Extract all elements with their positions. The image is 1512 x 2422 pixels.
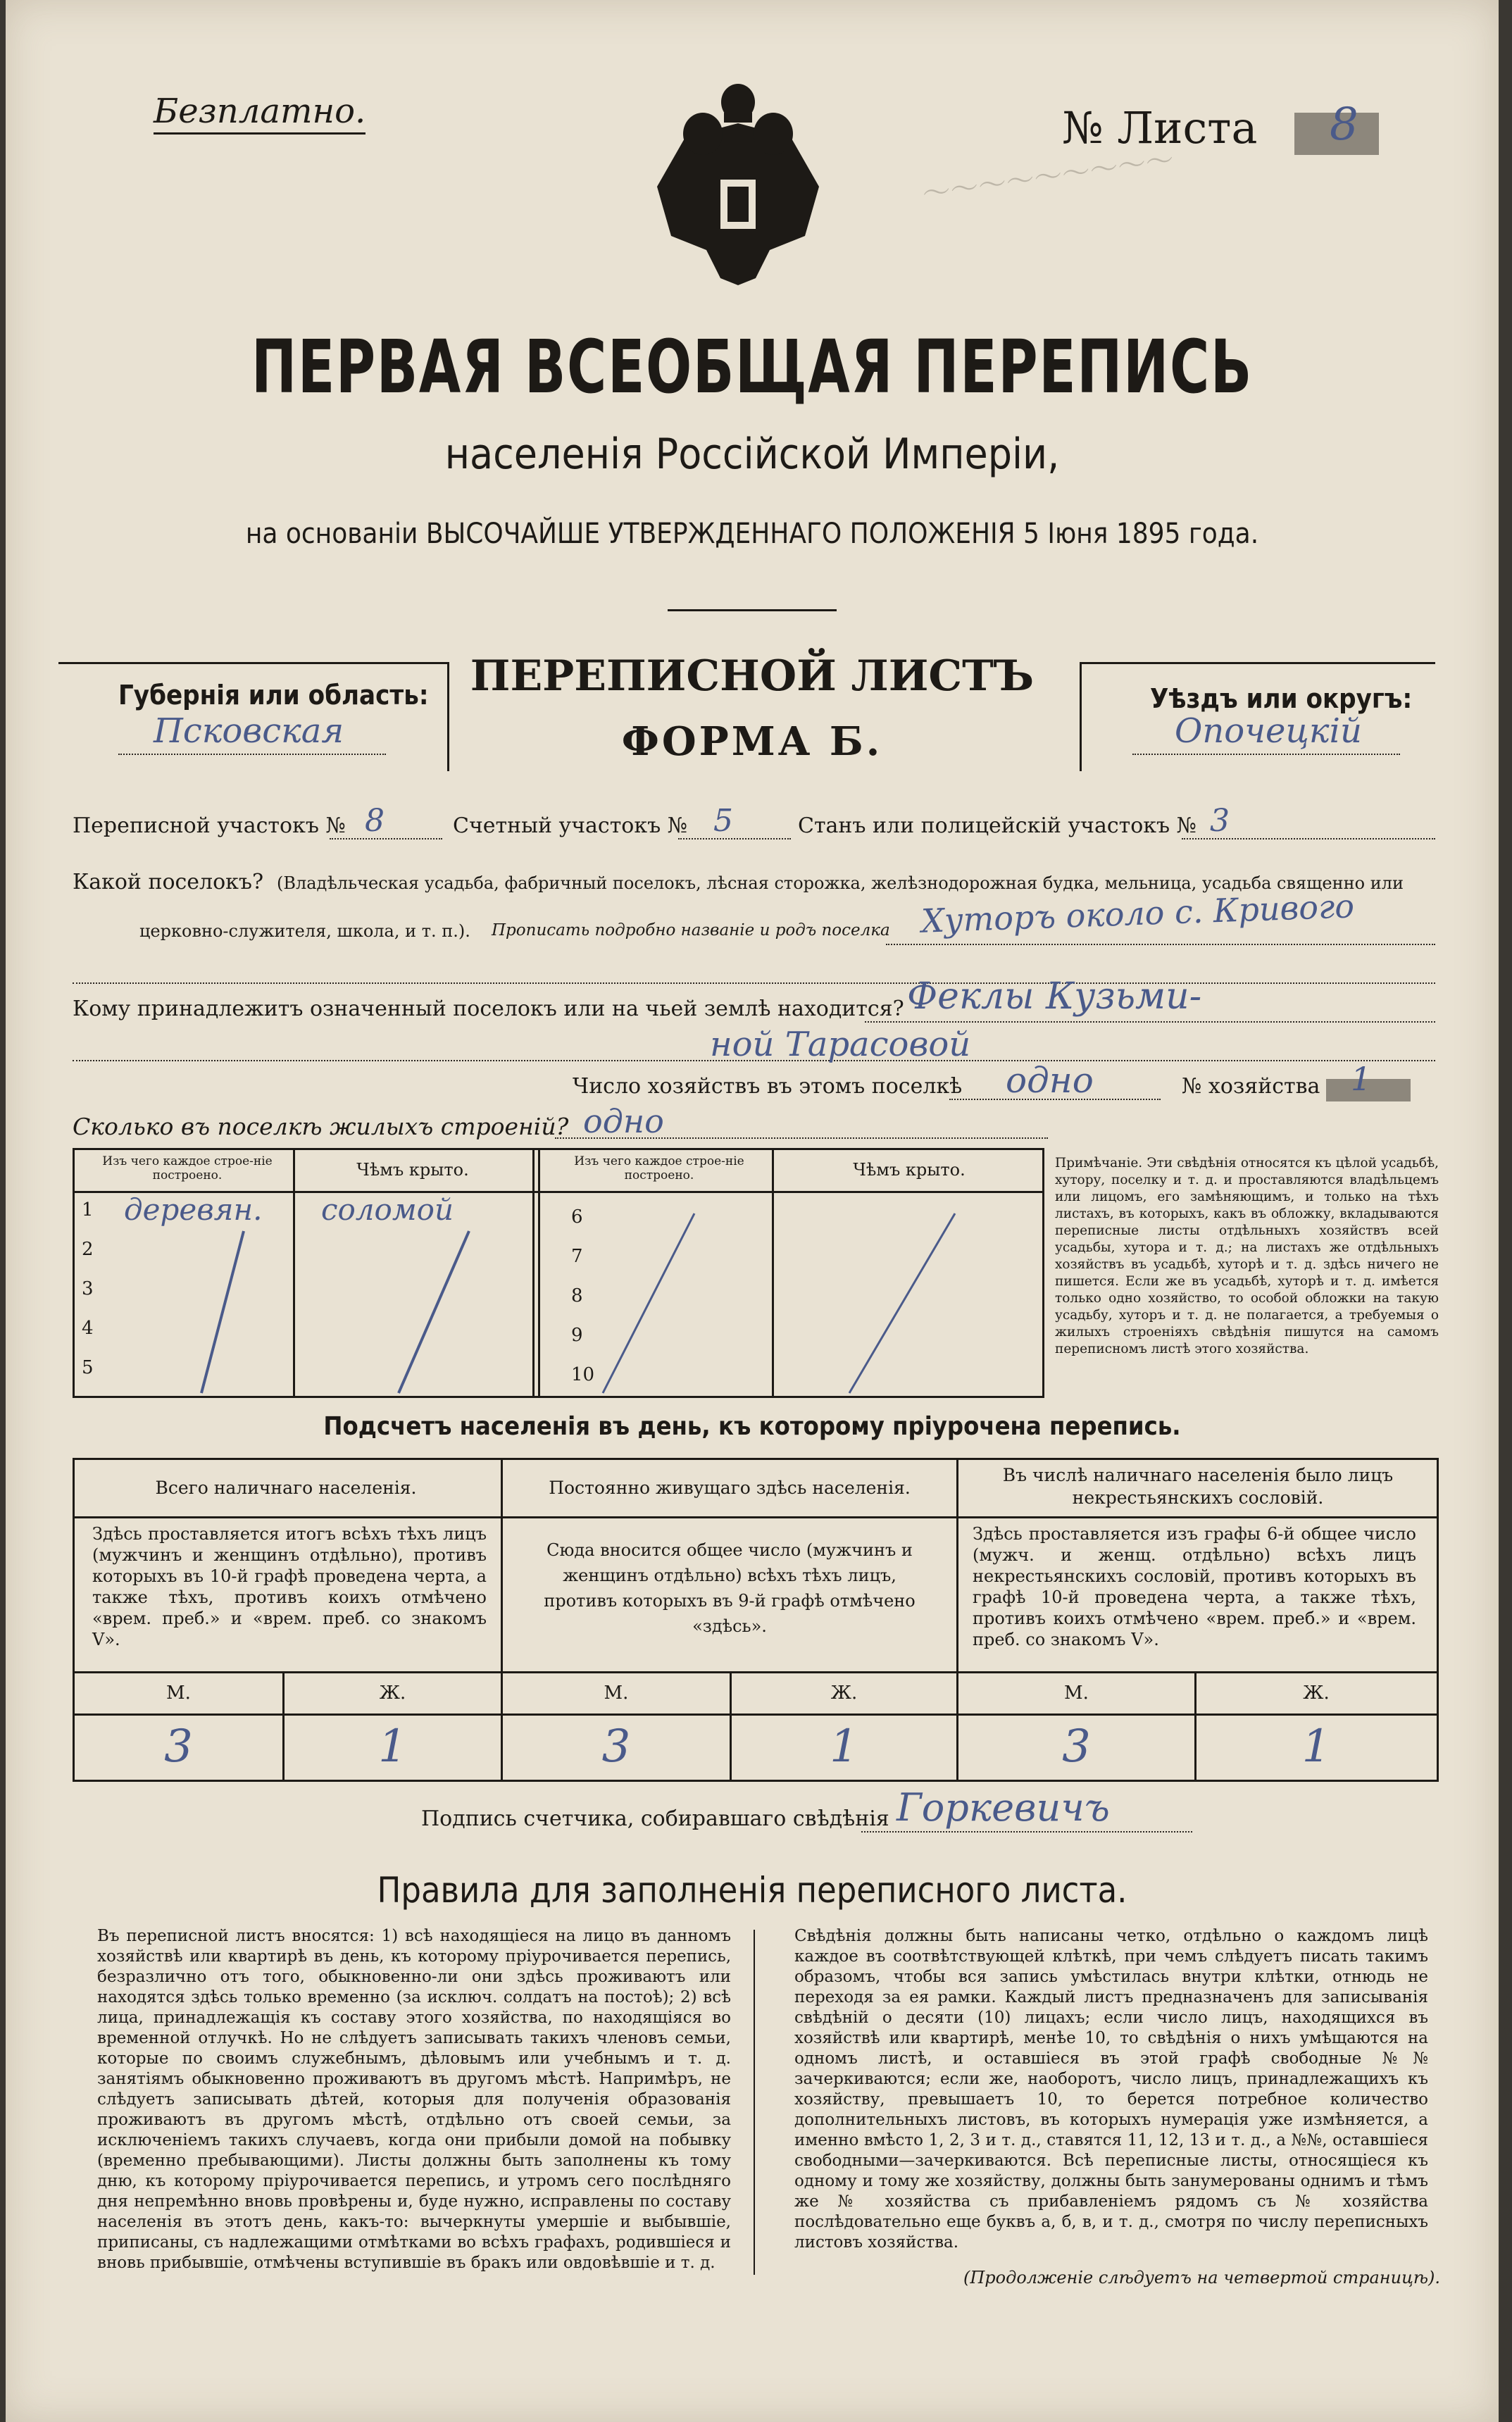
- count-area-label: Счетный участокъ №: [453, 813, 688, 838]
- material-value: деревян.: [124, 1192, 263, 1227]
- col-m: М.: [1064, 1683, 1089, 1704]
- settlement-note: (Владѣльческая усадьба, фабричный поселокъ, лѣсная сторожка, желѣзнодорожная будка, мельница, усадьба священно или: [277, 873, 1404, 893]
- population-table: [73, 1458, 1439, 1782]
- permanent-text: Сюда вносится общее число (мужчинъ и женщинъ отдѣльно) всѣхъ тѣхъ лицъ, противъ которыхъ въ 9-й графѣ отмѣчено «здѣсь».: [544, 1540, 916, 1636]
- form-id: ФОРМА Б.: [621, 718, 883, 765]
- non-peasant-title: Въ числѣ наличнаго населенія было лицъ некрестьянскихъ сословій.: [1002, 1465, 1394, 1508]
- col-roof-right: Чѣмъ крыто.: [853, 1160, 966, 1180]
- total-title: Всего наличнаго населенія.: [155, 1478, 417, 1498]
- district-value: Опочецкій: [1175, 711, 1362, 751]
- owner-value: Феклы Кузьми-: [907, 975, 1202, 1018]
- non-peasant-f-value: 1: [1301, 1721, 1331, 1773]
- row-number: 1: [82, 1199, 94, 1221]
- permanent-f-value: 1: [830, 1721, 858, 1773]
- form-name: ПЕРЕПИСНОЙ ЛИСТЪ: [470, 651, 1035, 701]
- total-m-value: 3: [164, 1721, 193, 1773]
- household-no-value: 1: [1351, 1060, 1372, 1098]
- rules-title: Правила для заполненія переписного листа.: [377, 1870, 1127, 1911]
- settlement-label: Какой поселокъ?: [73, 870, 264, 894]
- census-area-value: 8: [365, 803, 385, 839]
- census-sheet: [6, 0, 1499, 2422]
- row-number: 2: [82, 1239, 94, 1260]
- cross-out-strokes: [75, 1150, 1046, 1400]
- row-number: 10: [571, 1364, 595, 1385]
- row-number: 4: [82, 1318, 94, 1339]
- rules-left: Въ переписной листъ вносятся: 1) всѣ находящіеся на лицо въ данномъ хозяйствѣ или квартирѣ въ день, къ которому пріурочивается перепись, безразлично отъ того, обыкновенно-ли они здѣсь проживаютъ или находятся здѣсь только временно (за исключ. солдатъ на постоѣ); 2) всѣ лица, принадлежащія къ составу этого хозяйства, по находящіяся во временной отлучкѣ. Но не слѣдуетъ записывать такихъ членовъ семьи, которые по своимъ служебнымъ, дѣловымъ или учебнымъ и т. д. занятіямъ обыкновенно проживаютъ въ другомъ мѣстѣ. Напримѣръ, не слѣдуетъ записывать дѣтей, которыя для полученія образованія проживаютъ въ другомъ мѣстѣ, отдѣльно отъ своей семьи, за исключеніемъ такихъ случаевъ, когда они прибыли домой на побывку (временно пребывающими). Листы должны быть заполнены къ тому дню, къ которому пріурочивается перепись, и утромъ сего послѣдняго дня непремѣнно вновь провѣрены и, буде нужно, исправлены по составу населенія въ этотъ день, какъ-то: вычеркнуты умершіе и выбывшіе, приписаны, съ надлежащими отмѣтками во всѣхъ графахъ, родившіеся и вновь прибывшіе, отмѣчены вступившіе въ бракъ или овдовѣвшіе и т. д.: [97, 1927, 731, 2272]
- signature-label: Подпись счетчика, собиравшаго свѣдѣнія: [421, 1806, 889, 1831]
- household-no-label: № хозяйства: [1182, 1074, 1320, 1099]
- row-number: 3: [82, 1278, 94, 1299]
- province-value: Псковская: [154, 711, 344, 751]
- coat-of-arms: [643, 74, 833, 306]
- permanent-m-value: 3: [601, 1721, 631, 1773]
- col-roof-left: Чѣмъ крыто.: [356, 1160, 469, 1180]
- households-label: Число хозяйствъ въ этомъ поселкѣ: [573, 1074, 963, 1099]
- settlement-line2: [73, 982, 1435, 984]
- sheet-no-label: № Листа: [1062, 102, 1258, 154]
- census-title: ПЕРВАЯ ВСЕОБЩАЯ ПЕРЕПИСЬ: [251, 324, 1254, 410]
- district-label: Уѣздъ или округъ:: [1150, 683, 1413, 714]
- settlement-value: Хуторъ около с. Кривого: [920, 887, 1355, 940]
- district-box-left: [1080, 662, 1082, 771]
- col-material-right: Изъ чего каждое строе-ніе построено.: [574, 1154, 744, 1182]
- row-number: 8: [571, 1285, 583, 1306]
- free-label: Безплатно.: [154, 92, 365, 135]
- row-number: 5: [82, 1357, 94, 1378]
- population-heading: Подсчетъ населенія въ день, къ которому пріурочена перепись.: [323, 1412, 1181, 1441]
- row-number: 9: [571, 1325, 583, 1346]
- stan-label: Станъ или полицейскій участокъ №: [798, 813, 1197, 838]
- count-area-value: 5: [713, 803, 733, 839]
- col-m: М.: [166, 1683, 191, 1704]
- row-number: 6: [571, 1206, 583, 1228]
- rules-divider: [754, 1930, 755, 2275]
- total-f-value: 1: [378, 1721, 407, 1773]
- buildings-value: одно: [583, 1102, 664, 1140]
- count-area-line: [678, 838, 791, 839]
- census-basis: на основаніи ВЫСОЧАЙШЕ УТВЕРЖДЕННАГО ПОЛОЖЕНІЯ 5 Іюня 1895 года.: [245, 518, 1259, 550]
- buildings-label: Сколько въ поселкѣ жилыхъ строеній?: [73, 1113, 569, 1140]
- census-subtitle: населенія Россійской Имперіи,: [444, 430, 1060, 479]
- non-peasant-text: Здѣсь проставляется изъ графы 6-й общее число (мужч. и женщ. отдѣльно) всѣхъ лицъ некрестьянскихъ сословій, противъ которыхъ въ графѣ 10-й проведена черта, а также тѣхъ, противъ коихъ отмѣчено «врем. преб.» и «врем. преб. со знакомъ V».: [973, 1524, 1416, 1649]
- signature-line: [861, 1831, 1192, 1833]
- district-box-top: [1080, 662, 1435, 664]
- permanent-title: Постоянно живущаго здѣсь населенія.: [549, 1478, 911, 1498]
- bleed-through: ～～～～～～～～～: [920, 144, 1176, 211]
- settlement-instruction: Прописать подробно названіе и родъ поселка: [492, 921, 890, 940]
- buildings-note: Примѣчаніе. Эти свѣдѣнія относятся къ цѣлой усадьбѣ, хутору, поселку и т. д. и проставляются владѣльцемъ или лицомъ, его замѣняющимъ, и только на тѣхъ листахъ, въ которыхъ, какъ въ обложку, вкладываются переписные листы отдѣльныхъ хозяйствъ всей усадьбы, хутора и т. д.; на листахъ же отдѣльныхъ хозяйствъ въ усадьбѣ, хуторѣ и т. д. здѣсь ничего не пишется. Если же въ усадьбѣ, хуторѣ и т. д. имѣется только одно хозяйство, то особой обложки на такую усадьбу, хуторъ и т. д. не полагается, а требуемыя о жилыхъ строеніяхъ свѣдѣнія пишутся на самомъ переписномъ листѣ этого хозяйства.: [1055, 1156, 1439, 1356]
- households-value: одно: [1006, 1060, 1094, 1101]
- owner-line: [865, 1021, 1435, 1023]
- row-number: 7: [571, 1246, 583, 1267]
- province-label: Губернія или область:: [118, 680, 429, 711]
- col-f: Ж.: [379, 1683, 406, 1704]
- settlement-line: [886, 944, 1435, 945]
- district-line: [1132, 754, 1400, 755]
- buildings-table: [73, 1148, 1044, 1398]
- owner-value2: ной Тарасовой: [710, 1025, 971, 1064]
- rules-continuation: (Продолженіе слѣдуетъ на четвертой страницѣ).: [963, 2268, 1440, 2287]
- col-f: Ж.: [1303, 1683, 1330, 1704]
- non-peasant-m-value: 3: [1062, 1721, 1091, 1773]
- divider: [668, 609, 837, 611]
- col-f: Ж.: [830, 1683, 858, 1704]
- census-area-line: [330, 838, 442, 839]
- col-material-left: Изъ чего каждое строе-ніе построено.: [102, 1154, 273, 1182]
- col-m: М.: [604, 1683, 629, 1704]
- roof-value: соломой: [321, 1192, 454, 1227]
- sheet-no-value: 8: [1330, 99, 1358, 151]
- census-area-label: Переписной участокъ №: [73, 813, 346, 838]
- rules-right: Свѣдѣнія должны быть написаны четко, отдѣльно о каждомъ лицѣ каждое въ соотвѣтствующей клѣткѣ, при чемъ слѣдуетъ писать такимъ образомъ, чтобы вся запись умѣстилась внутри клѣтки, отнюдь не переходя за ея рамки. Каждый листъ предназначенъ для записыванія свѣдѣній о десяти (10) лицахъ; если число лицъ, находящихся въ хозяйствѣ или квартирѣ, менѣе 10, то свѣдѣнія о нихъ умѣщаются на одномъ листѣ, и оставшіеся въ этой графѣ свободные №№ зачеркиваются; если же, наоборотъ, число лицъ, принадлежащихъ къ хозяйству, превышаетъ 10, то берется потребное количество дополнительныхъ листовъ, въ которыхъ нумерація уже измѣняется, а именно вмѣсто 1, 2, 3 и т. д., ставятся 11, 12, 13 и т. д., а №№, оставшіеся свободными—зачеркиваются. Всѣ переписные листы, относящіеся къ одному и тому же хозяйству, должны быть занумерованы однимъ и тѣмъ же № хозяйства съ прибавленіемъ рядомъ съ № хозяйства послѣдовательно еще буквъ а, б, в, и т. д., смотря по числу переписныхъ листовъ хозяйства.: [794, 1927, 1428, 2252]
- total-text: Здѣсь проставляется итогъ всѣхъ тѣхъ лицъ (мужчинъ и женщинъ отдѣльно), противъ которыхъ въ 10-й графѣ проведена черта, а также тѣхъ, противъ коихъ отмѣчено «врем. преб.» и «врем. преб. со знакомъ V».: [92, 1524, 487, 1649]
- stan-value: 3: [1210, 803, 1230, 839]
- settlement-note2: церковно-служителя, школа, и т. п.).: [139, 921, 470, 941]
- owner-label: Кому принадлежитъ означенный поселокъ или на чьей землѣ находится?: [73, 997, 904, 1021]
- signature-value: Горкевичъ: [896, 1785, 1110, 1830]
